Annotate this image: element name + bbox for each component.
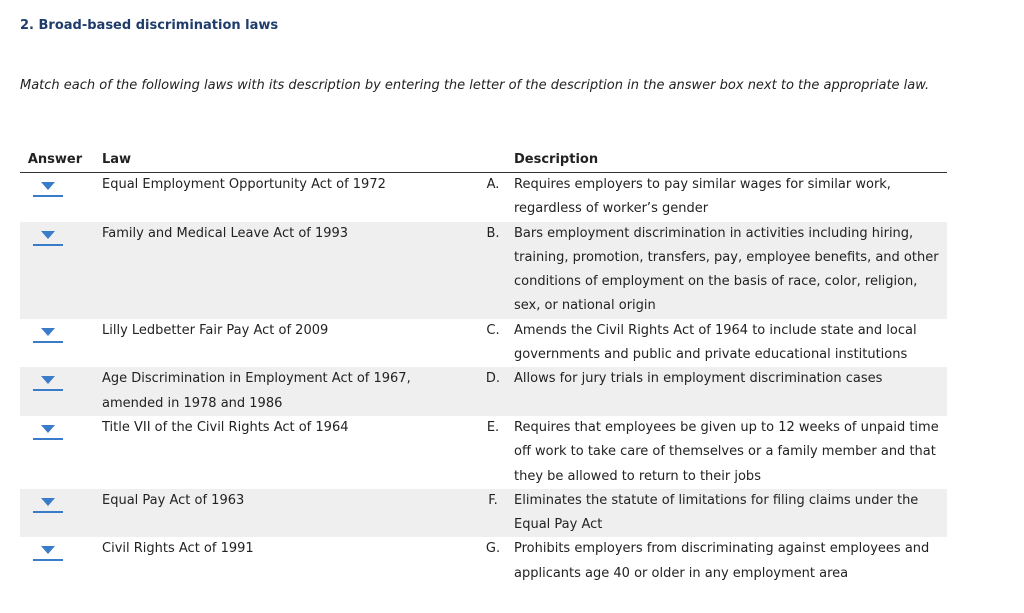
question-title: 2. Broad-based discrimination laws (20, 18, 279, 33)
chevron-down-icon (41, 231, 55, 239)
description-letter: G. (485, 541, 501, 557)
answer-dropdown-5[interactable] (33, 420, 63, 440)
table-row (20, 222, 947, 319)
answer-dropdown-7[interactable] (33, 541, 63, 561)
table-header-row (20, 148, 947, 173)
table-row (20, 173, 947, 222)
description-text: Amends the Civil Rights Act of 1964 to include state and local governments and public and private educational institutions (514, 322, 917, 363)
description-text: Requires that employees be given up to 12 weeks of unpaid time off work to take care of themselves or a family member and that they be allowed to return to their jobs (514, 419, 939, 484)
matching-table (20, 148, 947, 586)
law-text: Age Discrimination in Employment Act of 1967, amended in 1978 and 1986 (102, 367, 472, 416)
answer-dropdown-4[interactable] (33, 371, 63, 391)
description-letter: C. (486, 322, 500, 338)
law-text: Title VII of the Civil Rights Act of 1964 (102, 419, 349, 435)
description-text: Prohibits employers from discriminating against employees and applicants age 40 or older in any employment area (514, 541, 930, 581)
law-text: Equal Pay Act of 1963 (102, 489, 472, 538)
chevron-down-icon (41, 182, 55, 190)
law-text: Family and Medical Leave Act of 1993 (102, 222, 472, 319)
description-text: Requires employers to pay similar wages for similar work, regardless of worker’s gender (514, 177, 891, 217)
table-row (20, 416, 947, 489)
description-letter: E. (486, 419, 500, 435)
chevron-down-icon (41, 498, 55, 506)
chevron-down-icon (41, 425, 55, 433)
instructions: Match each of the following laws with its description by entering the letter of the description in the answer box next to the appropriate law. (20, 78, 930, 93)
chevron-down-icon (41, 376, 55, 384)
table-row (20, 489, 947, 538)
description-letter: F. (472, 489, 514, 538)
description-letter: A. (486, 177, 500, 192)
description-column-header: Description (514, 148, 947, 173)
table-row (20, 367, 947, 416)
description-letter: B. (472, 222, 514, 319)
answer-dropdown-2[interactable] (33, 226, 63, 246)
law-text: Civil Rights Act of 1991 (102, 541, 254, 557)
chevron-down-icon (41, 328, 55, 336)
table-row (20, 319, 947, 368)
chevron-down-icon (41, 546, 55, 554)
description-letter: D. (472, 367, 514, 416)
answer-column-header: Answer (20, 148, 90, 173)
answer-dropdown-1[interactable] (33, 177, 63, 197)
description-text: Allows for jury trials in employment discrimination cases (514, 367, 947, 416)
description-text: Bars employment discrimination in activities including hiring, training, promotion, transfers, pay, employee benefits, and other conditions of employment on the basis of race, color, religion, sex, or national origin (514, 222, 947, 319)
answer-dropdown-6[interactable] (33, 493, 63, 513)
table-row (20, 537, 947, 586)
answer-dropdown-3[interactable] (33, 323, 63, 343)
description-text: Eliminates the statute of limitations for filing claims under the Equal Pay Act (514, 489, 947, 538)
law-column-header: Law (102, 148, 472, 173)
law-text: Equal Employment Opportunity Act of 1972 (102, 177, 386, 192)
law-text: Lilly Ledbetter Fair Pay Act of 2009 (102, 322, 329, 338)
